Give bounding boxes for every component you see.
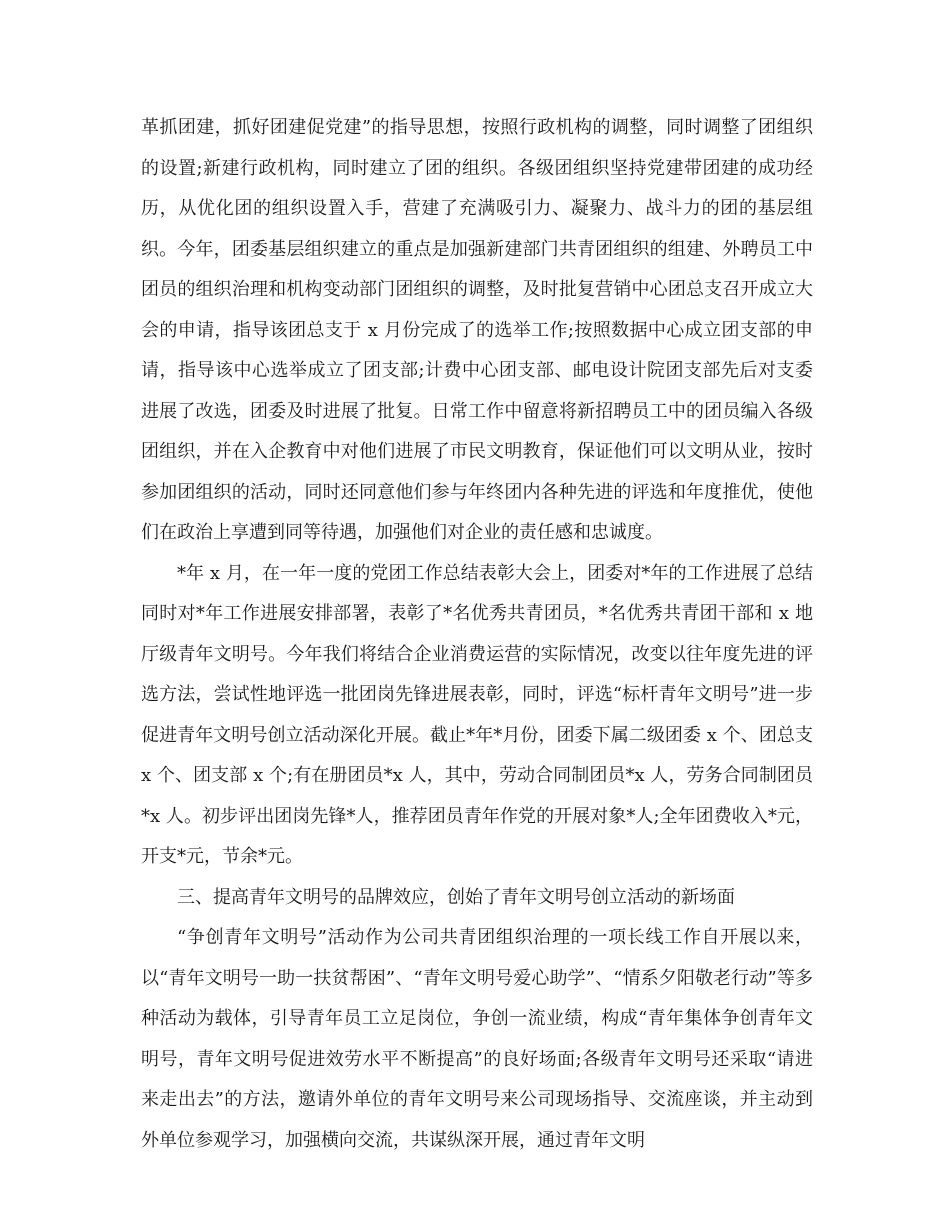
- paragraph-annual-summary: *年 x 月，在一年一度的党团工作总结表彰大会上，团委对*年的工作进展了总结同时对*年工作进展安排部署，表彰了*名优秀共青团员，*名优秀共青团干部和 x 地厅级青年文明号。今年我们将结合企业消费运营的实际情况，改变以往年度先进的评选方法，尝试性地评选一批团岗先锋进展表彰，同时，评选“标杆青年文明号”进一步促进青年文明号创立活动深化开展。截止*年*月份，团委下属二级团委 x 个、团总支 x 个、团支部 x 个;有在册团员*x 人，其中，劳动合同制团员*x 人，劳务合同制团员*x 人。初步评出团岗先锋*人，推荐团员青年作党的开展对象*人;全年团费收入*元，开支*元，节余*元。: [141, 562, 813, 867]
- paragraph-youth-civilization-activity: “争创青年文明号”活动作为公司共青团组织治理的一项长线工作自开展以来，以“青年文明号一助一扶贫帮困”、“青年文明号爱心助学”、“情系夕阳敬老行动”等多种活动为载体，引导青年员工立足岗位，争创一流业绩，构成“青年集体争创青年文明号，青年文明号促进效劳水平不断提高”的良好场面;各级青年文明号还采取“请进来走出去”的方法，邀请外单位的青年文明号来公司现场指导、交流座谈，并主动到外单位参观学习，加强横向交流，共谋纵深开展，通过青年文明: [141, 927, 813, 1151]
- section-heading-youth-civilization: 三、提高青年文明号的品牌效应，创始了青年文明号创立活动的新场面: [177, 886, 735, 908]
- paragraph-organization-building: 革抓团建，抓好团建促党建”的指导思想，按照行政机构的调整，同时调整了团组织的设置;新建行政机构，同时建立了团的组织。各级团组织坚持党建带团建的成功经历，从优化团的组织设置入手，营建了充满吸引力、凝聚力、战斗力的团的基层组织。今年，团委基层组织建立的重点是加强新建部门共青团组织的组建、外聘员工中团员的组织治理和机构变动部门团组织的调整，及时批复营销中心团总支召开成立大会的申请，指导该团总支于 x 月份完成了的选举工作;按照数据中心成立团支部的申请，指导该中心选举成立了团支部;计费中心团支部、邮电设计院团支部先后对支委进展了改选，团委及时进展了批复。日常工作中留意将新招聘员工中的团员编入各级团组织，并在入企教育中对他们进展了市民文明教育，保证他们可以文明从业，按时参加团组织的活动，同时还同意他们参与年终团内各种先进的评选和年度推优，使他们在政治上享遭到同等待遇，加强他们对企业的责任感和忠诚度。: [141, 117, 813, 543]
- document-body: [141, 108, 813, 1161]
